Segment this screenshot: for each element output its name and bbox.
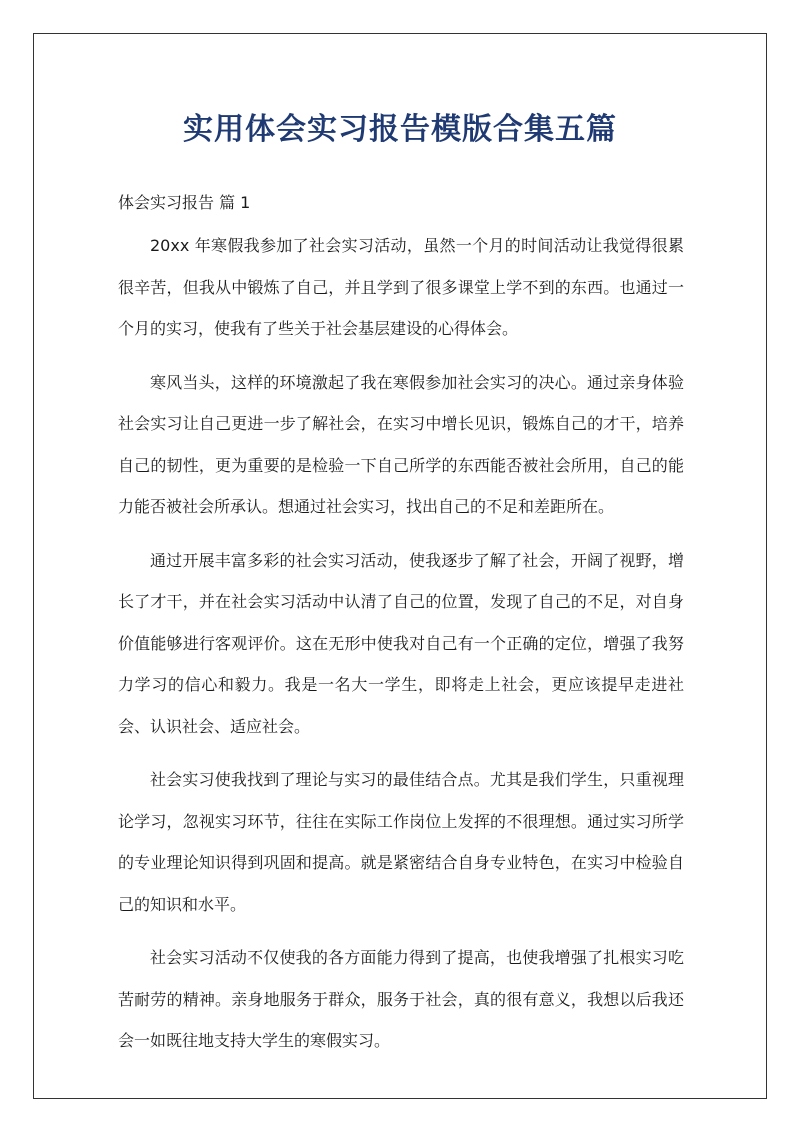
paragraph-4: 社会实习使我找到了理论与实习的最佳结合点。尤其是我们学生，只重视理论学习，忽视实习环节，往往在实际工作岗位上发挥的不很理想。通过实习所学的专业理论知识得到巩固和提高。就是紧密结合自身专业特色，在实习中检验自己的知识和水平。 — [118, 770, 684, 914]
section-heading: 体会实习报告 篇 1 — [118, 193, 251, 212]
paragraph-3: 通过开展丰富多彩的社会实习活动，使我逐步了解了社会，开阔了视野，增长了才干，并在社会实习活动中认清了自己的位置，发现了自己的不足，对自身价值能够进行客观评价。这在无形中使我对自己有一个正确的定位，增强了我努力学习的信心和毅力。我是一名大一学生，即将走上社会，更应该提早走进社会、认识社会、适应社会。 — [118, 550, 684, 736]
paragraph-1: 20xx 年寒假我参加了社会实习活动，虽然一个月的时间活动让我觉得很累很辛苦，但我从中锻炼了自己，并且学到了很多课堂上学不到的东西。也通过一个月的实习，使我有了些关于社会基层建设的心得体会。 — [118, 236, 684, 338]
document-title: 实用体会实习报告模版合集五篇 — [183, 112, 617, 147]
paragraph-5: 社会实习活动不仅使我的各方面能力得到了提高，也使我增强了扎根实习吃苦耐劳的精神。亲身地服务于群众，服务于社会，真的很有意义，我想以后我还会一如既往地支持大学生的寒假实习。 — [118, 948, 684, 1050]
paragraph-2: 寒风当头，这样的环境激起了我在寒假参加社会实习的决心。通过亲身体验社会实习让自己更进一步了解社会，在实习中增长见识，锻炼自己的才干，培养自己的韧性，更为重要的是检验一下自己所学的东西能否被社会所用，自己的能力能否被社会所承认。想通过社会实习，找出自己的不足和差距所在。 — [118, 372, 684, 516]
document-body — [118, 225, 684, 1074]
